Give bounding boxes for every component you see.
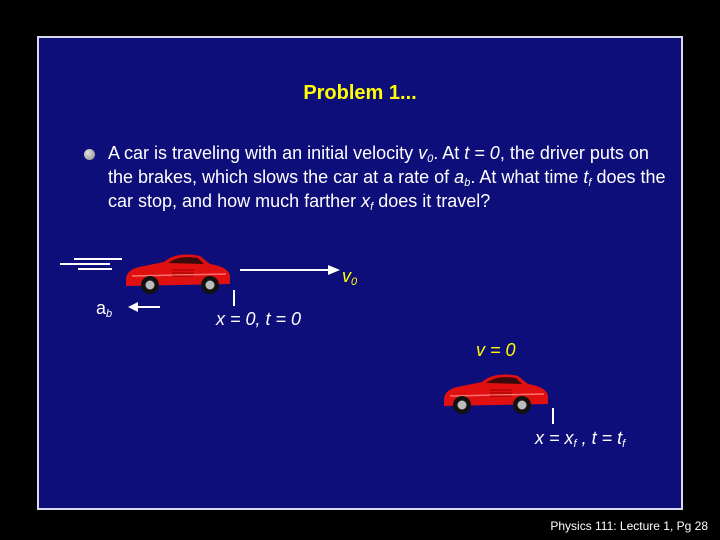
final-position-label: $x = x_f$ , $t = t_f$ (535, 428, 626, 450)
velocity-arrow (240, 265, 340, 275)
speed-line (78, 268, 112, 270)
slide-footer: Physics 111: Lecture 1, Pg 28 (550, 519, 708, 533)
moving-car-icon (122, 250, 234, 296)
start-marker (233, 290, 235, 306)
stopped-velocity-label: v = 0 (476, 340, 516, 360)
deceleration-arrow (128, 302, 160, 312)
start-position-label: x = 0, t = 0 (216, 309, 302, 329)
deceleration-label: $a_b$ (96, 298, 113, 320)
speed-line (60, 263, 110, 265)
final-marker (552, 408, 554, 424)
stopped-car-icon (440, 370, 552, 416)
speed-line (74, 258, 122, 260)
bullet-icon (84, 149, 95, 160)
initial-velocity-label: $v_0$ (342, 266, 358, 288)
slide-title: Problem 1... (303, 82, 417, 104)
problem-statement: A car is traveling with an initial velocity $v_0$. At t = 0, the driver puts on the brakes, which slows the car at a rate of $a_b$. At what time $t_f$ does the car stop, and how much farther $x_f$ does it travel? (108, 143, 666, 213)
